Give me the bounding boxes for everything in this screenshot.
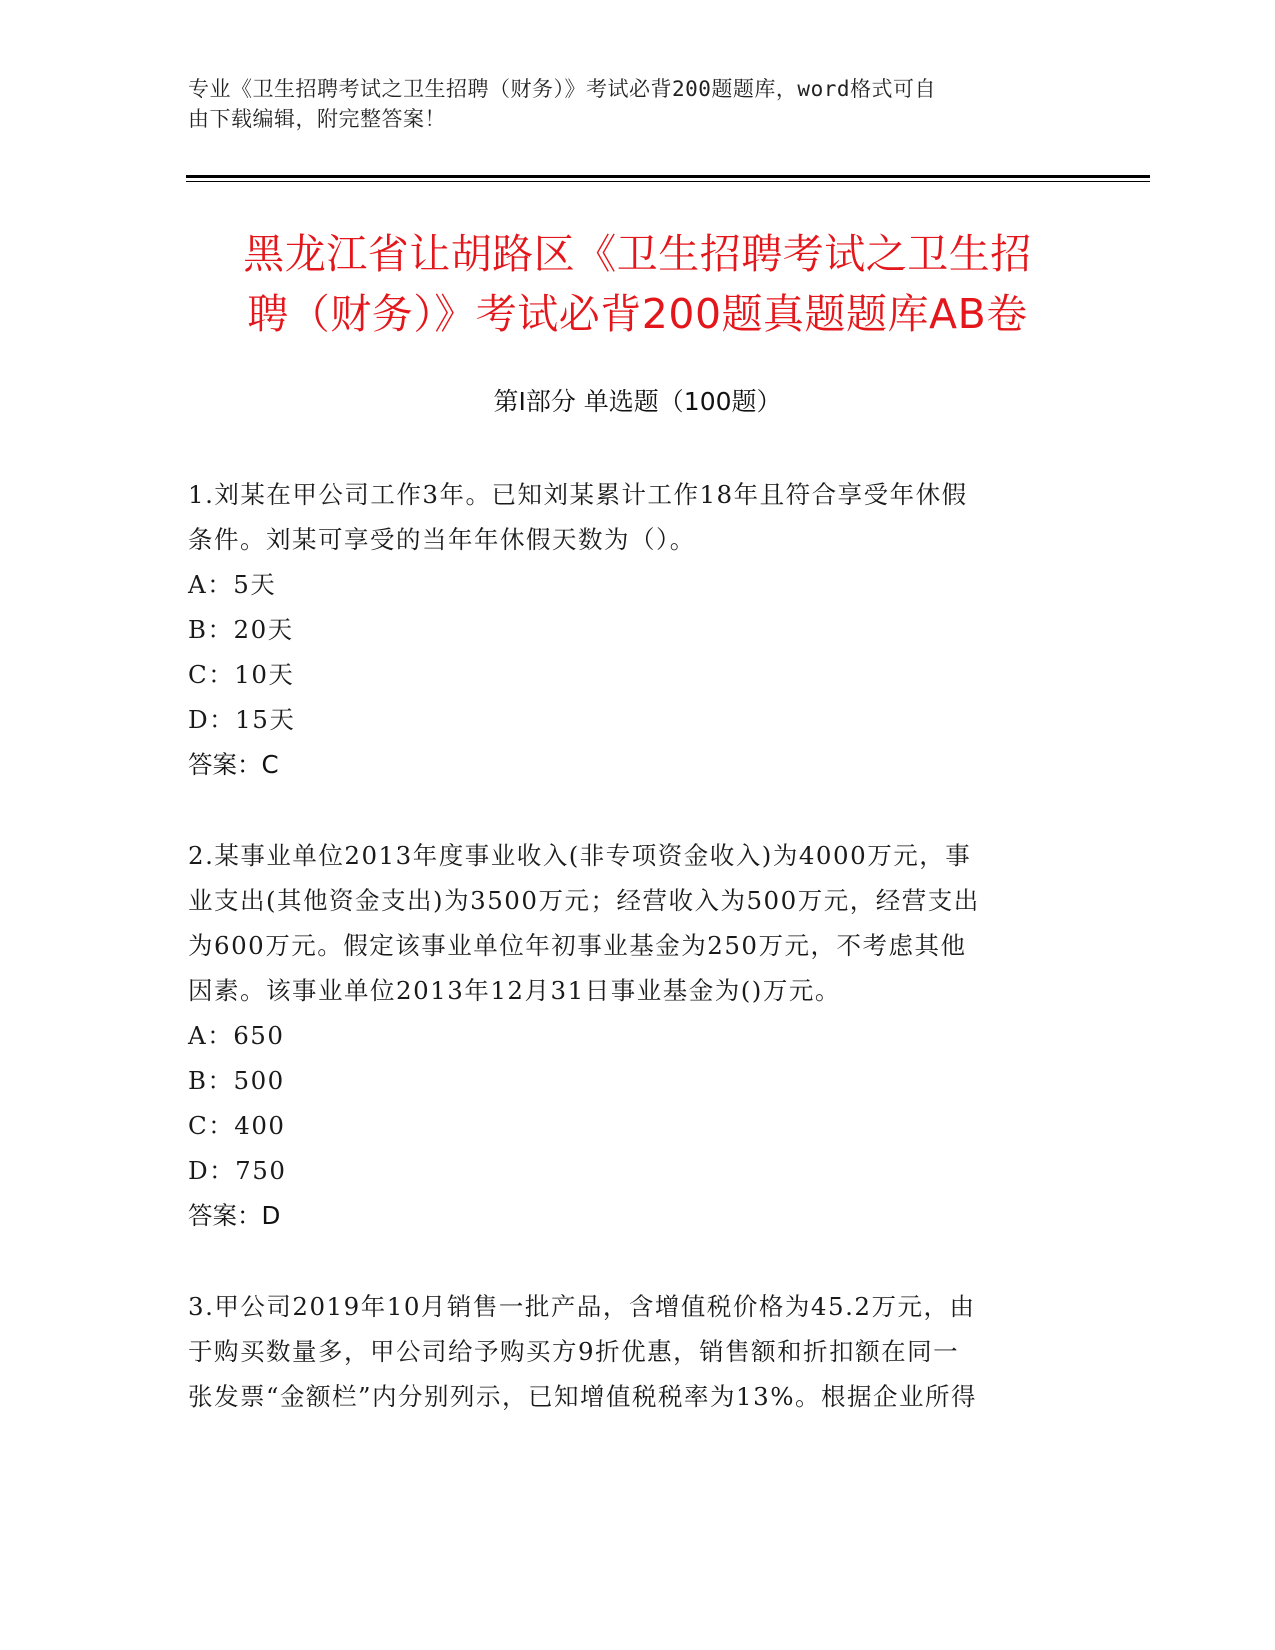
section-title: 第Ⅰ部分 单选题（100题） — [493, 387, 782, 416]
option-c: C：10天 — [188, 660, 295, 689]
header-note — [188, 74, 1088, 134]
option-a: A：650 — [188, 1021, 285, 1050]
header-note-line-1: 专业《卫生招聘考试之卫生招聘（财务）》考试必背200题题库，word格式可自 — [188, 77, 936, 101]
question-stem-line: 因素。该事业单位2013年12月31日事业基金为()万元。 — [188, 976, 841, 1005]
document-title-line-2: 聘（财务）》考试必背200题真题题库AB卷 — [247, 290, 1028, 338]
header-rule-thin — [186, 181, 1150, 182]
question-stem-line: 为600万元。假定该事业单位年初事业基金为250万元，不考虑其他 — [188, 931, 967, 960]
question-stem-line: 业支出(其他资金支出)为3500万元；经营收入为500万元，经营支出 — [188, 886, 980, 915]
answer-label: 答案：C — [188, 750, 279, 779]
header-note-line-2: 由下载编辑，附完整答案！ — [188, 107, 446, 131]
question-stem-line: 3.甲公司2019年10月销售一批产品，含增值税价格为45.2万元，由 — [188, 1292, 976, 1321]
question-stem-line: 条件。刘某可享受的当年年休假天数为（）。 — [188, 525, 696, 554]
question-stem-line: 2.某事业单位2013年度事业收入(非专项资金收入)为4000万元，事 — [188, 841, 972, 870]
header-rule-thick — [186, 175, 1150, 178]
question-2 — [188, 833, 1088, 1238]
answer-label: 答案：D — [188, 1201, 281, 1230]
option-c: C：400 — [188, 1111, 286, 1140]
document-title-line-1: 黑龙江省让胡路区《卫生招聘考试之卫生招 — [243, 230, 1032, 278]
question-list — [188, 472, 1088, 1465]
question-1 — [188, 472, 1088, 787]
question-stem-line: 1.刘某在甲公司工作3年。已知刘某累计工作18年且符合享受年休假 — [188, 480, 968, 509]
document-title — [150, 224, 1125, 344]
option-d: D：15天 — [188, 705, 296, 734]
question-3 — [188, 1284, 1088, 1419]
option-b: B：500 — [188, 1066, 285, 1095]
option-d: D：750 — [188, 1156, 287, 1185]
option-b: B：20天 — [188, 615, 294, 644]
question-stem-line: 于购买数量多，甲公司给予购买方9折优惠，销售额和折扣额在同一 — [188, 1337, 960, 1366]
option-a: A：5天 — [188, 570, 277, 599]
question-stem-line: 张发票“金额栏”内分别列示，已知增值税税率为13%。根据企业所得 — [188, 1382, 978, 1411]
